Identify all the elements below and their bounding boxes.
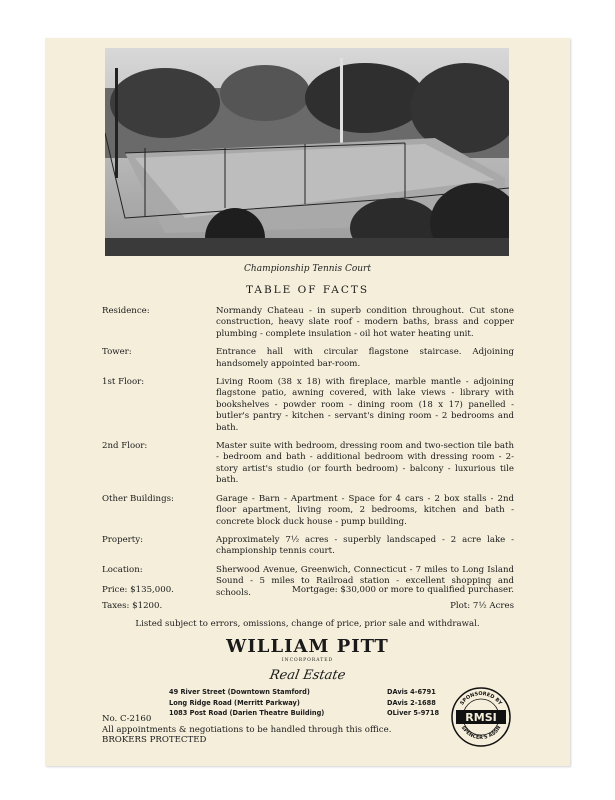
price-line xyxy=(102,585,514,595)
listing-sheet xyxy=(45,38,570,766)
disclaimer: Listed subject to errors, omissions, change of price, prior sale and withdrawal. xyxy=(135,619,480,629)
fact-value: Living Room (38 x 18) with fireplace, marble mantle - adjoining flagstone patio, awning covered, with lake views - library with bookshelves - powder room - dining room (18 x 17) panelled - butler's pantry - kitchen - servant's dining room - 2 bedrooms and bath. xyxy=(216,377,514,433)
fact-label: Location: xyxy=(102,564,143,575)
svg-text:SPENCER'S ASSN: SPENCER'S ASSN xyxy=(459,724,503,742)
fact-value: Entrance hall with circular flagstone staircase. Adjoining handsomely appointed bar-room. xyxy=(216,347,514,369)
rmsi-seal xyxy=(450,686,512,748)
fact-row-other-buildings xyxy=(102,494,514,528)
fact-row-1st-floor xyxy=(102,377,514,434)
office-address: 49 River Street (Downtown Stamford) xyxy=(169,688,310,696)
phone-number: OLiver 5-9718 xyxy=(387,709,440,717)
phone-number: DAvis 2-1688 xyxy=(387,698,436,707)
photo-caption: Championship Tennis Court xyxy=(244,264,371,274)
brand-script: Real Estate xyxy=(268,668,347,683)
fact-row-property xyxy=(102,535,514,558)
svg-text:RMSI: RMSI xyxy=(465,711,497,724)
taxes-line xyxy=(102,601,514,611)
office-address: Long Ridge Road (Merritt Parkway) xyxy=(169,698,300,707)
fact-label: Other Buildings: xyxy=(102,493,174,504)
brand-subtitle: INCORPORATED xyxy=(281,658,334,663)
fact-row-tower xyxy=(102,347,514,370)
fact-label: 1st Floor: xyxy=(102,377,145,388)
appointments-note: All appointments & negotiations to be handled through this office. xyxy=(102,724,392,735)
tennis-court-photo xyxy=(105,48,509,256)
price: Price: $135,000. xyxy=(102,585,174,595)
brokers-protected: BROKERS PROTECTED xyxy=(102,735,207,746)
listing-number: No. C-2160 xyxy=(102,714,152,724)
fact-label: Property: xyxy=(102,534,143,545)
office-phones xyxy=(387,687,439,719)
fact-value: Garage - Barn - Apartment - Space for 4 cars - 2 box stalls - 2nd floor apartment, living room, 2 bedrooms, kitchen and bath - concrete block duck house - pump building. xyxy=(216,493,514,527)
office-address: 1083 Post Road (Darien Theatre Building) xyxy=(169,709,325,717)
svg-text:SPONSORED BY: SPONSORED BY xyxy=(459,690,503,707)
phone-number: DAvis 4-6791 xyxy=(387,688,436,696)
brand-name: WILLIAM PITT xyxy=(226,636,389,657)
table-title: TABLE OF FACTS xyxy=(245,284,370,296)
fact-value: Normandy Chateau - in superb condition throughout. Cut stone construction, heavy slate roof - modern baths, brass and copper plumbing - complete insulation - oil hot water heating unit. xyxy=(216,306,514,339)
facts-table xyxy=(102,306,514,606)
fact-value: Approximately 7½ acres - superbly landscaped - 2 acre lake - championship tennis court. xyxy=(216,534,514,557)
fact-label: Tower: xyxy=(102,347,132,358)
fact-row-2nd-floor xyxy=(102,441,514,487)
mortgage: Mortgage: $30,000 or more to qualified purchaser. xyxy=(292,585,514,595)
fact-value: Sherwood Avenue, Greenwich, Connecticut - 7 miles to Long Island Sound - 5 miles to Railroad station - excellent shopping and schools. xyxy=(216,564,514,598)
fact-label: Residence: xyxy=(102,306,150,316)
plot-size: Plot: 7½ Acres xyxy=(450,601,514,611)
fact-value: Master suite with bedroom, dressing room and two-section tile bath - bedroom and bath - additional bedroom with dressing room - 2-story artist's studio (or fourth bedroom) - balcony - luxurious tile bath. xyxy=(216,441,514,486)
fact-label: 2nd Floor: xyxy=(102,441,148,452)
footer-notes xyxy=(102,714,391,746)
fact-row-residence xyxy=(102,306,514,340)
taxes: Taxes: $1200. xyxy=(102,601,163,611)
